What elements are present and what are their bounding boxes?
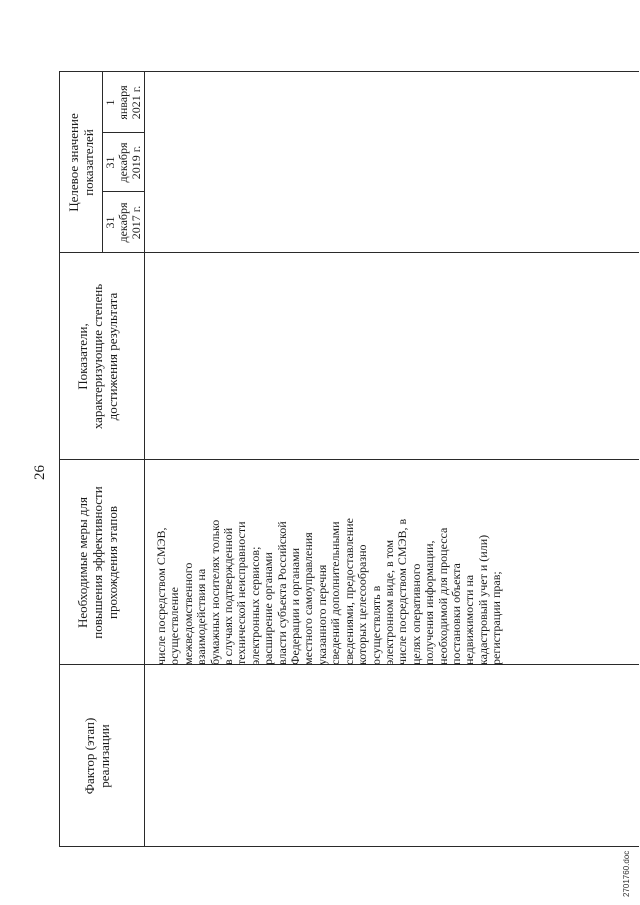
table-right-border — [59, 71, 639, 72]
text-line: технической неисправности — [234, 521, 249, 665]
text-line: регистрации прав; — [489, 571, 504, 665]
text-line: осуществление — [167, 587, 182, 665]
text-line: постановки объекта — [448, 563, 463, 665]
header-measures: Необходимые меры для повышения эффективности прохождения этапов — [75, 486, 120, 639]
date-2021: 1 января 2021 г. — [103, 85, 143, 120]
text-line: электронных сервисов; — [247, 546, 262, 665]
page-number: 26 — [32, 465, 48, 480]
text-line: бумажных носителях только — [207, 519, 222, 665]
date-2017: 31 декабря 2017 г. — [103, 202, 143, 243]
text-line: взаимодействия на — [194, 568, 209, 665]
table-left-border — [59, 846, 639, 847]
text-line: указанного перечня — [314, 564, 329, 665]
text-line: получения информации, — [422, 540, 437, 665]
measures-text — [155, 245, 504, 665]
text-line: сведениями, предоставление — [341, 518, 356, 665]
text-line: в случаях подтвержденной — [221, 527, 236, 665]
text-line: числе посредством СМЭВ, — [154, 527, 168, 665]
text-line: числе посредством СМЭВ, в — [395, 518, 410, 665]
text-line: местного самоуправления — [301, 532, 316, 665]
text-line: межведомственного — [180, 562, 195, 665]
header-indicators: Показатели, характеризующие степень достижения результата — [75, 283, 120, 430]
text-line: недвижимости на — [462, 574, 477, 665]
text-line: целях оперативного — [408, 563, 423, 665]
text-line: электронном виде, в том — [381, 539, 396, 665]
document-code: 2701760.doc — [622, 850, 631, 897]
header-factor: Фактор (этап) реализации — [82, 717, 112, 795]
header-target-value: Целевое значение показателей — [66, 113, 96, 212]
text-line: которых целесообразно — [355, 544, 370, 665]
text-line: расширение органами — [261, 552, 276, 665]
text-line: власти субъекта Российской — [274, 521, 289, 665]
text-line: сведений дополнительными — [328, 521, 343, 665]
text-line: Федерации и органами — [288, 547, 303, 665]
text-line: осуществлять в — [368, 585, 383, 665]
date-2019: 31 декабря 2019 г. — [103, 142, 143, 183]
text-line: необходимой для процесса — [435, 527, 450, 665]
text-line: кадастровый учет и (или) — [475, 534, 490, 665]
